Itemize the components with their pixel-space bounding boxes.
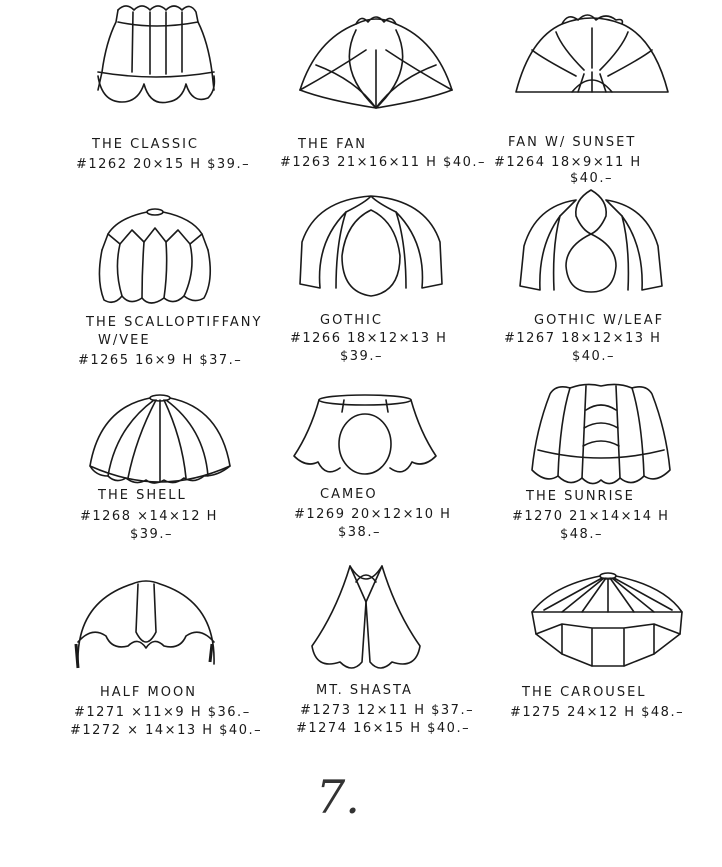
mt-shasta-shade-drawing <box>306 562 426 677</box>
shade-spec-1272: #1272 × 14×13 H $40.– <box>70 723 263 738</box>
shade-spec-1264: #1264 18×9×11 H <box>494 155 642 170</box>
cameo-shade-drawing <box>290 392 440 492</box>
shade-name-carousel: THE CAROUSEL <box>522 685 647 700</box>
shade-price-1267: $40.– <box>572 349 615 364</box>
shade-name-gothic-leaf: GOTHIC W/LEAF <box>534 313 665 328</box>
shade-price-1268: $39.– <box>130 527 173 542</box>
shade-spec-1262: #1262 20×15 H $39.– <box>76 157 251 172</box>
shade-name-fan-sunset: FAN W/ SUNSET <box>508 135 637 150</box>
shade-name-sunrise: THE SUNRISE <box>526 489 635 504</box>
shade-price-1264: $40.– <box>570 171 613 186</box>
scallop-tiffany-shade-drawing <box>88 200 223 310</box>
shade-price-1270: $48.– <box>560 527 603 542</box>
shade-name-scallop-line2: W/VEE <box>98 333 151 348</box>
shade-spec-1274: #1274 16×15 H $40.– <box>296 721 471 736</box>
shade-name-half-moon: HALF MOON <box>100 685 197 700</box>
shade-name-mt-shasta: MT. SHASTA <box>316 683 413 698</box>
fan-sunset-shade-drawing <box>512 8 672 113</box>
shade-name-shell: THE SHELL <box>98 488 187 503</box>
carousel-shade-drawing <box>522 562 694 677</box>
shade-spec-1268: #1268 ×14×12 H <box>80 509 218 524</box>
shade-name-gothic: GOTHIC <box>320 313 383 328</box>
shade-spec-1270: #1270 21×14×14 H <box>512 509 670 524</box>
gothic-leaf-shade-drawing <box>516 186 666 296</box>
shade-name-scallop: THE SCALLOPTIFFANY <box>86 315 263 330</box>
shade-name-classic: THE CLASSIC <box>92 137 199 152</box>
fan-shade-drawing <box>296 10 456 115</box>
shade-name-cameo: CAMEO <box>320 487 378 502</box>
classic-shade-drawing <box>88 2 223 110</box>
gothic-shade-drawing <box>296 192 446 298</box>
page-number: 7. <box>316 770 360 824</box>
shade-name-fan: THE FAN <box>298 137 367 152</box>
shade-spec-1275: #1275 24×12 H $48.– <box>510 705 685 720</box>
shade-spec-1273: #1273 12×11 H $37.– <box>300 703 475 718</box>
shade-spec-1267: #1267 18×12×13 H <box>504 331 662 346</box>
shell-shade-drawing <box>86 388 234 488</box>
half-moon-shade-drawing <box>72 572 220 672</box>
shade-spec-1265: #1265 16×9 H $37.– <box>78 353 243 368</box>
shade-spec-1266: #1266 18×12×13 H <box>290 331 448 346</box>
shade-price-1269: $38.– <box>338 525 381 540</box>
shade-spec-1263: #1263 21×16×11 H $40.– <box>280 155 487 170</box>
sunrise-shade-drawing <box>526 380 676 490</box>
shade-spec-1269: #1269 20×12×10 H <box>294 507 452 522</box>
shade-spec-1271: #1271 ×11×9 H $36.– <box>74 705 251 720</box>
shade-price-1266: $39.– <box>340 349 383 364</box>
